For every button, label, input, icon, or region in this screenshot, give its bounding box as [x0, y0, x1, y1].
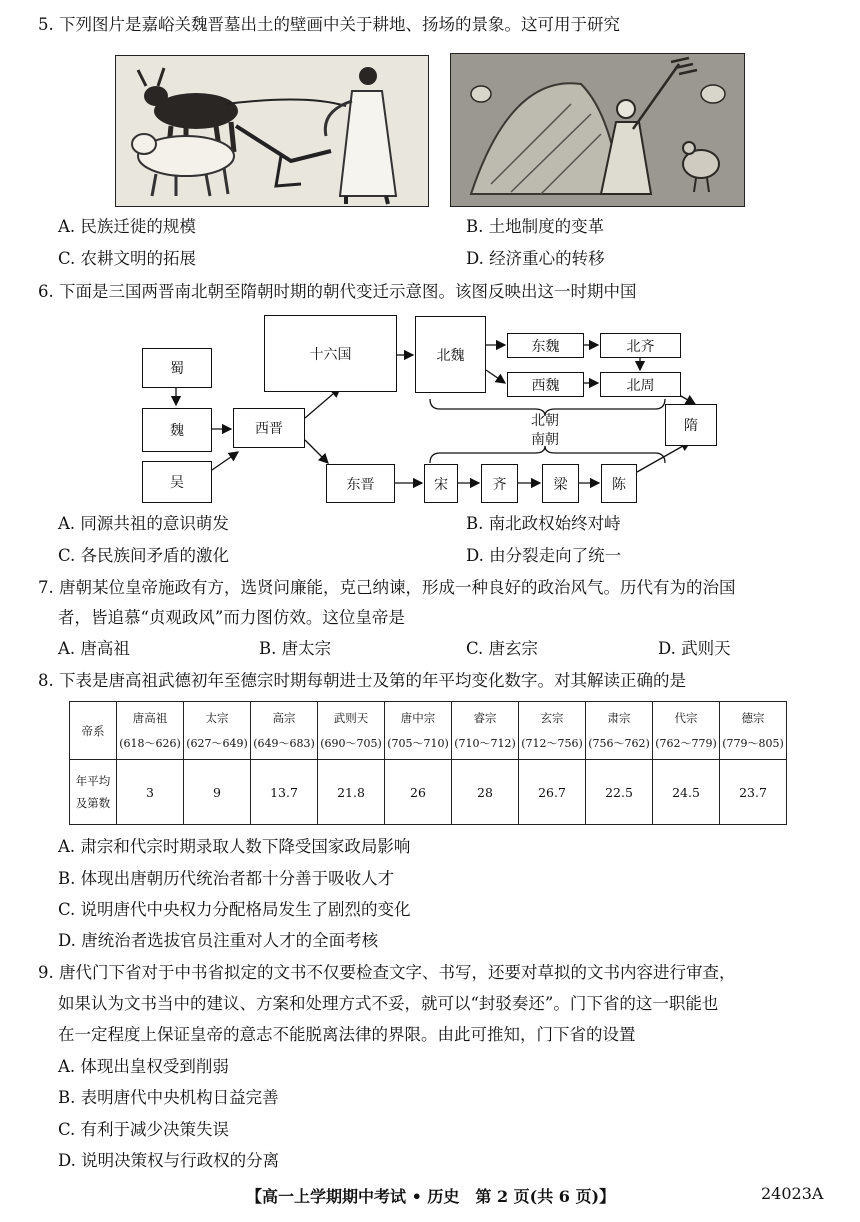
- table-row-header: 年平均 及第数: [70, 760, 117, 825]
- q9-option-d[interactable]: D. 说明决策权与行政权的分离: [58, 1151, 280, 1170]
- table-cell: [385, 702, 452, 760]
- table-cell: [586, 702, 653, 760]
- table-cell: [653, 702, 720, 760]
- emperor-years: (705～710): [387, 737, 449, 750]
- q8-stem: 8. 下表是唐高祖武德初年至德宗时期每朝进士及第的年平均变化数字。对其解读正确的是: [38, 671, 686, 690]
- table-row-header: 帝系: [70, 702, 117, 760]
- box-beiqi: 北齐: [600, 333, 681, 358]
- q6-option-b[interactable]: B. 南北政权始终对峙: [466, 514, 621, 533]
- q7-option-b[interactable]: B. 唐太宗: [259, 639, 332, 658]
- q8-option-b[interactable]: B. 体现出唐朝历代统治者都十分善于吸收人才: [58, 869, 395, 888]
- emperor-years: (627～649): [186, 737, 248, 750]
- box-beiwei: 北魏: [415, 316, 486, 393]
- q9-option-b[interactable]: B. 表明唐代中央机构日益完善: [58, 1088, 279, 1107]
- box-qi: 齐: [481, 464, 518, 503]
- emperor-name: 高宗: [272, 711, 296, 725]
- table-value: 13.7: [251, 760, 318, 825]
- jinshi-table: [69, 701, 787, 825]
- box-chen: 陈: [601, 464, 637, 503]
- table-header-row: [70, 702, 787, 760]
- box-dongwei: 东魏: [507, 333, 584, 358]
- q6-option-a[interactable]: A. 同源共祖的意识萌发: [58, 514, 229, 533]
- footer-subject: 历史: [427, 1187, 460, 1206]
- box-dongjin: 东晋: [326, 464, 395, 503]
- emperor-name: 德宗: [741, 711, 765, 725]
- q9-stem-line3: 在一定程度上保证皇帝的意志不能脱离法律的界限。由此可推知，门下省的设置: [58, 1025, 636, 1044]
- table-value: 23.7: [720, 760, 787, 825]
- q7-stem-line1: 7. 唐朝某位皇帝施政有方，选贤问廉能，克己纳谏，形成一种良好的政治风气。历代有为的治国: [38, 578, 736, 597]
- page-footer: [246, 1184, 615, 1207]
- q8-option-a[interactable]: A. 肃宗和代宗时期录取人数下降受国家政局影响: [58, 837, 411, 856]
- q7-option-c[interactable]: C. 唐玄宗: [466, 639, 539, 658]
- emperor-years: (690～705): [320, 737, 382, 750]
- table-cell: [184, 702, 251, 760]
- emperor-years: (710～712): [454, 737, 516, 750]
- table-value: 26.7: [519, 760, 586, 825]
- q5-option-b[interactable]: B. 土地制度的变革: [466, 217, 605, 236]
- box-shiliuguo: 十六国: [264, 315, 397, 392]
- table-value: 28: [452, 760, 519, 825]
- q9-option-c[interactable]: C. 有利于减少决策失误: [58, 1120, 230, 1139]
- emperor-name: 肃宗: [607, 711, 631, 725]
- emperor-years: (712～756): [521, 737, 583, 750]
- emperor-name: 唐中宗: [400, 711, 436, 725]
- table-value-row: [70, 760, 787, 825]
- q9-stem-line2: 如果认为文书当中的建议、方案和处理方式不妥，就可以“封驳奏还”。门下省的这一职能也: [58, 994, 719, 1013]
- box-song: 宋: [424, 464, 458, 503]
- q7-option-a[interactable]: A. 唐高祖: [58, 639, 130, 658]
- table-value: 3: [117, 760, 184, 825]
- box-beizhou: 北周: [600, 372, 681, 397]
- table-cell: [452, 702, 519, 760]
- footer-page-info: 第 2 页(共 6 页)】: [459, 1187, 616, 1206]
- q9-option-a[interactable]: A. 体现出皇权受到削弱: [58, 1057, 229, 1076]
- box-xiwei: 西魏: [507, 372, 584, 397]
- q8-option-c[interactable]: C. 说明唐代中央权力分配格局发生了剧烈的变化: [58, 900, 411, 919]
- box-shu: 蜀: [142, 348, 212, 388]
- q5-option-a[interactable]: A. 民族迁徙的规模: [58, 217, 196, 236]
- table-value: 26: [385, 760, 452, 825]
- label-nanchao: 南朝: [531, 432, 559, 448]
- table-cell: [251, 702, 318, 760]
- q7-option-d[interactable]: D. 武则天: [658, 639, 731, 658]
- q9-stem-line1: 9. 唐代门下省对于中书省拟定的文书不仅要检查文字、书写，还要对草拟的文书内容进行审查，: [38, 963, 736, 982]
- box-wei: 魏: [142, 408, 212, 452]
- q6-stem: 6. 下面是三国两晋南北朝至隋朝时期的朝代变迁示意图。该图反映出这一时期中国: [38, 282, 637, 301]
- table-value: 22.5: [586, 760, 653, 825]
- q8-option-d[interactable]: D. 唐统治者选拔官员注重对人才的全面考核: [58, 931, 379, 950]
- emperor-years: (756～762): [588, 737, 650, 750]
- label-beichao: 北朝: [531, 413, 559, 429]
- q6-option-c[interactable]: C. 各民族间矛盾的激化: [58, 546, 230, 565]
- table-cell: [318, 702, 385, 760]
- box-sui: 隋: [665, 404, 717, 446]
- footer-code: 24023A: [761, 1184, 824, 1203]
- emperor-years: (649～683): [253, 737, 315, 750]
- emperor-years: (618～626): [119, 737, 181, 750]
- box-xijin: 西晋: [233, 408, 305, 448]
- q5-option-d[interactable]: D. 经济重心的转移: [466, 249, 605, 268]
- emperor-years: (779～805): [722, 737, 784, 750]
- q6-option-d[interactable]: D. 由分裂走向了统一: [466, 546, 622, 565]
- q5-stem: 5. 下列图片是嘉峪关魏晋墓出土的壁画中关于耕地、扬场的景象。这可用于研究: [38, 15, 620, 34]
- emperor-name: 代宗: [674, 711, 698, 725]
- emperor-name: 玄宗: [540, 711, 564, 725]
- emperor-name: 太宗: [205, 711, 229, 725]
- emperor-name: 唐高祖: [132, 711, 168, 725]
- emperor-name: 睿宗: [473, 711, 497, 725]
- box-liang: 梁: [542, 464, 579, 503]
- emperor-years: (762～779): [655, 737, 717, 750]
- footer-exam: 【高一上学期期中考试 •: [246, 1187, 428, 1206]
- table-cell: [519, 702, 586, 760]
- table-value: 9: [184, 760, 251, 825]
- q7-stem-line2: 者，皆追慕“贞观政风”而力图仿效。这位皇帝是: [58, 608, 405, 627]
- table-value: 21.8: [318, 760, 385, 825]
- table-cell: [117, 702, 184, 760]
- box-wu: 吴: [142, 461, 212, 503]
- diagram-connectors: [0, 0, 860, 520]
- emperor-name: 武则天: [333, 711, 369, 725]
- table-cell: [720, 702, 787, 760]
- q5-option-c[interactable]: C. 农耕文明的拓展: [58, 249, 197, 268]
- table-value: 24.5: [653, 760, 720, 825]
